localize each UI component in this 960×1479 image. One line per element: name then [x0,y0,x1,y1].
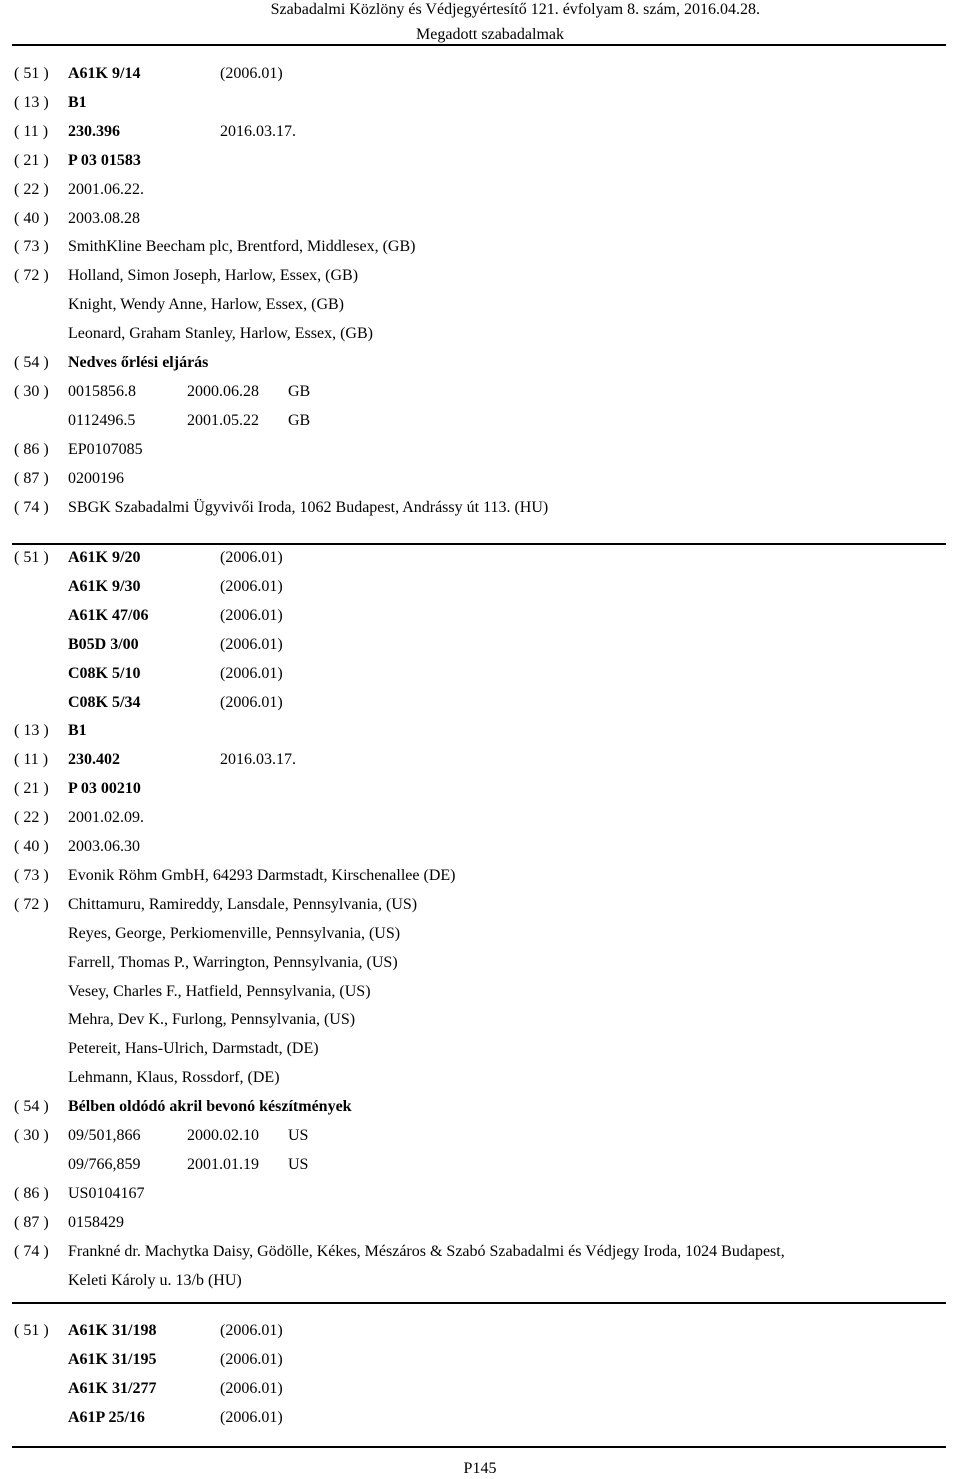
field-code: ( 51 ) [14,549,49,566]
intl-publication: 0200196 [68,469,124,487]
ipc-class: C08K 5/34 [68,693,141,711]
ipc-version: (2006.01) [220,606,283,624]
field-code: ( 40 ) [14,838,49,855]
patent-number: 230.402 [68,751,120,769]
application-number: P 03 01583 [68,151,141,169]
ipc-class: B05D 3/00 [68,635,139,653]
field-code: ( 22 ) [14,809,49,827]
field-code: ( 22 ) [14,180,49,198]
journal-title: Szabadalmi Közlöny és Védjegyértesítő 121. évfolyam 8. szám, 2016.04.28. [270,1,760,18]
field-code: ( 11 ) [14,751,49,769]
ipc-class: A61P 25/16 [68,1408,145,1426]
agent: Keleti Károly u. 13/b (HU) [68,1271,242,1289]
patent-holder: SmithKline Beecham plc, Brentford, Middlesex, (GB) [68,238,416,256]
publication-date: 2003.08.28 [68,209,140,227]
inventor: Knight, Wendy Anne, Harlow, Essex, (GB) [68,296,345,314]
inventor: Vesey, Charles F., Hatfield, Pennsylvania, (US) [68,982,371,1000]
inventor: Leonard, Graham Stanley, Harlow, Essex, (GB) [68,325,373,343]
field-code: ( 73 ) [14,238,49,256]
field-code: ( 54 ) [14,1098,49,1116]
invention-title: Bélben oldódó akril bevonó készítmények [68,1098,352,1116]
grant-date: 2016.03.17. [220,751,296,769]
inventor: Chittamuru, Ramireddy, Lansdale, Pennsylvania, (US) [68,895,418,913]
filing-date: 2001.06.22. [68,180,144,198]
entry-divider [12,543,946,545]
priority-country: US [288,1155,309,1173]
priority-date: 2000.06.28 [187,382,259,400]
agent: SBGK Szabadalmi Ügyvivői Iroda, 1062 Budapest, Andrássy út 113. (HU) [68,498,549,516]
ipc-version: (2006.01) [220,577,283,595]
priority-number: 09/501,866 [68,1127,141,1144]
invention-title: Nedves őrlési eljárás [68,354,209,371]
section-title: Megadott szabadalmak [416,26,564,43]
priority-country: GB [288,411,311,429]
ipc-version: (2006.01) [220,1350,283,1368]
publication-date: 2003.06.30 [68,838,140,855]
field-code: ( 87 ) [14,469,49,487]
inventor: Farrell, Thomas P., Warrington, Pennsylvania, (US) [68,953,398,971]
ipc-class: A61K 47/06 [68,606,149,624]
inventor: Lehmann, Klaus, Rossdorf, (DE) [68,1069,280,1087]
priority-date: 2001.05.22 [187,411,259,429]
ipc-class: A61K 31/277 [68,1379,157,1397]
priority-country: GB [288,382,311,400]
field-code: ( 13 ) [14,93,49,111]
field-code: ( 51 ) [14,1322,49,1339]
field-code: ( 74 ) [14,1242,49,1260]
ep-number: EP0107085 [68,440,143,458]
field-code: ( 72 ) [14,895,49,913]
agent: Frankné dr. Machytka Daisy, Gödölle, Kékes, Mészáros & Szabó Szabadalmi és Védjegy Iroda, 1024 Budapest, [68,1242,785,1260]
field-code: ( 51 ) [14,65,49,82]
application-number: P 03 00210 [68,780,141,798]
kind-code: B1 [68,93,87,111]
patent-holder: Evonik Röhm GmbH, 64293 Darmstadt, Kirschenallee (DE) [68,866,456,884]
kind-code: B1 [68,722,87,740]
field-code: ( 73 ) [14,866,49,884]
page-number: P145 [463,1460,497,1477]
field-code: ( 21 ) [14,780,49,798]
priority-date: 2000.02.10 [187,1127,259,1144]
ipc-version: (2006.01) [220,664,283,682]
inventor: Reyes, George, Perkiomenville, Pennsylvania, (US) [68,924,401,942]
ipc-version: (2006.01) [220,635,283,653]
ipc-class: A61K 9/14 [68,65,141,82]
header-divider [12,44,946,46]
ipc-class: C08K 5/10 [68,664,141,682]
ipc-version: (2006.01) [220,549,283,566]
field-code: ( 87 ) [14,1213,49,1231]
patent-number: 230.396 [68,122,120,140]
ipc-class: A61K 31/195 [68,1350,157,1368]
field-code: ( 86 ) [14,1184,49,1202]
ipc-version: (2006.01) [220,1379,283,1397]
field-code: ( 86 ) [14,440,49,458]
field-code: ( 30 ) [14,1127,49,1144]
field-code: ( 54 ) [14,354,49,371]
ipc-version: (2006.01) [220,693,283,711]
priority-date: 2001.01.19 [187,1155,259,1173]
field-code: ( 11 ) [14,122,49,140]
priority-number: 0112496.5 [68,411,136,429]
inventor: Holland, Simon Joseph, Harlow, Essex, (GB) [68,267,359,285]
priority-number: 0015856.8 [68,382,136,400]
filing-date: 2001.02.09. [68,809,144,827]
ipc-class: A61K 9/30 [68,577,141,595]
ipc-class: A61K 9/20 [68,549,141,566]
ipc-version: (2006.01) [220,1408,283,1426]
footer-divider [12,1446,946,1448]
field-code: ( 30 ) [14,382,49,400]
ipc-version: (2006.01) [220,1322,283,1339]
entry-divider [12,1302,946,1304]
priority-country: US [288,1127,309,1144]
ipc-version: (2006.01) [220,65,283,82]
ipc-class: A61K 31/198 [68,1322,157,1339]
field-code: ( 40 ) [14,209,49,227]
ep-number: US0104167 [68,1184,145,1202]
field-code: ( 21 ) [14,151,49,169]
intl-publication: 0158429 [68,1213,124,1231]
field-code: ( 72 ) [14,267,49,285]
field-code: ( 13 ) [14,722,49,740]
grant-date: 2016.03.17. [220,122,296,140]
field-code: ( 74 ) [14,498,49,516]
inventor: Mehra, Dev K., Furlong, Pennsylvania, (US) [68,1011,356,1029]
inventor: Petereit, Hans-Ulrich, Darmstadt, (DE) [68,1040,319,1058]
priority-number: 09/766,859 [68,1155,141,1173]
